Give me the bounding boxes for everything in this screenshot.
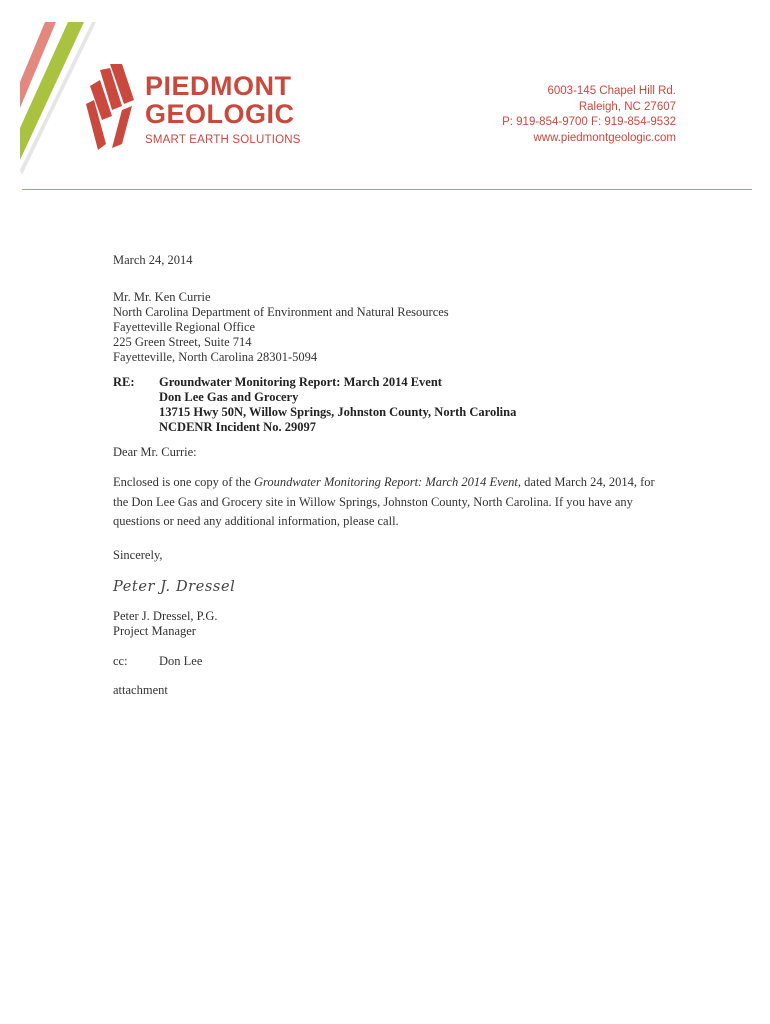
- body-text-start: Enclosed is one copy of the: [113, 475, 254, 489]
- recipient-line: North Carolina Department of Environment and Natural Resources: [113, 305, 449, 319]
- address-phone-fax: P: 919-854-9700 F: 919-854-9532: [502, 116, 676, 128]
- subject-line: Don Lee Gas and Grocery: [159, 390, 299, 404]
- recipient-line: Fayetteville Regional Office: [113, 320, 256, 334]
- header-divider: [22, 189, 752, 190]
- salutation: Dear Mr. Currie:: [113, 445, 197, 459]
- recipient-address: [113, 290, 673, 365]
- recipient-line: Fayetteville, North Carolina 28301-5094: [113, 350, 318, 364]
- subject-line: NCDENR Incident No. 29097: [159, 420, 316, 434]
- cc-name: Don Lee: [159, 653, 203, 668]
- attachment-note: attachment: [113, 682, 168, 697]
- cc-label: cc:: [113, 653, 128, 668]
- subject-label: RE:: [113, 375, 135, 389]
- green-stripe: [20, 22, 84, 160]
- report-title-italic: Groundwater Monitoring Report: March 2014 Event: [253, 475, 518, 489]
- company-address: [502, 84, 676, 146]
- address-city: Raleigh, NC 27607: [578, 100, 676, 113]
- logo-line-geologic: GEOLOGIC: [145, 99, 295, 129]
- cc-line: [113, 654, 673, 669]
- closing: Sincerely,: [113, 547, 163, 562]
- signer-block: [113, 609, 673, 639]
- subject-line: 13715 Hwy 50N, Willow Springs, Johnston County, North Carolina: [159, 405, 517, 419]
- subject-block: [113, 375, 673, 435]
- address-street: 6003-145 Chapel Hill Rd.: [547, 85, 676, 97]
- address-website: www.piedmontgeologic.com: [533, 131, 676, 144]
- company-logo: [145, 72, 301, 146]
- recipient-line: 225 Green Street, Suite 714: [113, 335, 252, 349]
- body-text-end: , dated March 24, 2014, for the Don Lee Gas and Grocery site in Willow Springs, Johnston County, North Carolina. If you have any questions or need any additional information, please call.: [113, 475, 655, 528]
- signer-title: Project Manager: [113, 623, 196, 638]
- subject-lines: [159, 375, 516, 435]
- recipient-line: Mr. Mr. Ken Currie: [113, 290, 211, 304]
- subject-line: Groundwater Monitoring Report: March 2014 Event: [159, 375, 442, 389]
- letter-date: March 24, 2014: [113, 253, 193, 267]
- signer-name: Peter J. Dressel, P.G.: [113, 608, 218, 623]
- logo-icon: [86, 64, 138, 154]
- handwritten-signature: Peter J. Dressel: [113, 578, 236, 595]
- body-paragraph: [113, 473, 673, 532]
- logo-tagline: SMART EARTH SOLUTIONS: [145, 134, 301, 146]
- letter-body: [113, 253, 673, 698]
- logo-line-piedmont: PIEDMONT: [145, 71, 292, 101]
